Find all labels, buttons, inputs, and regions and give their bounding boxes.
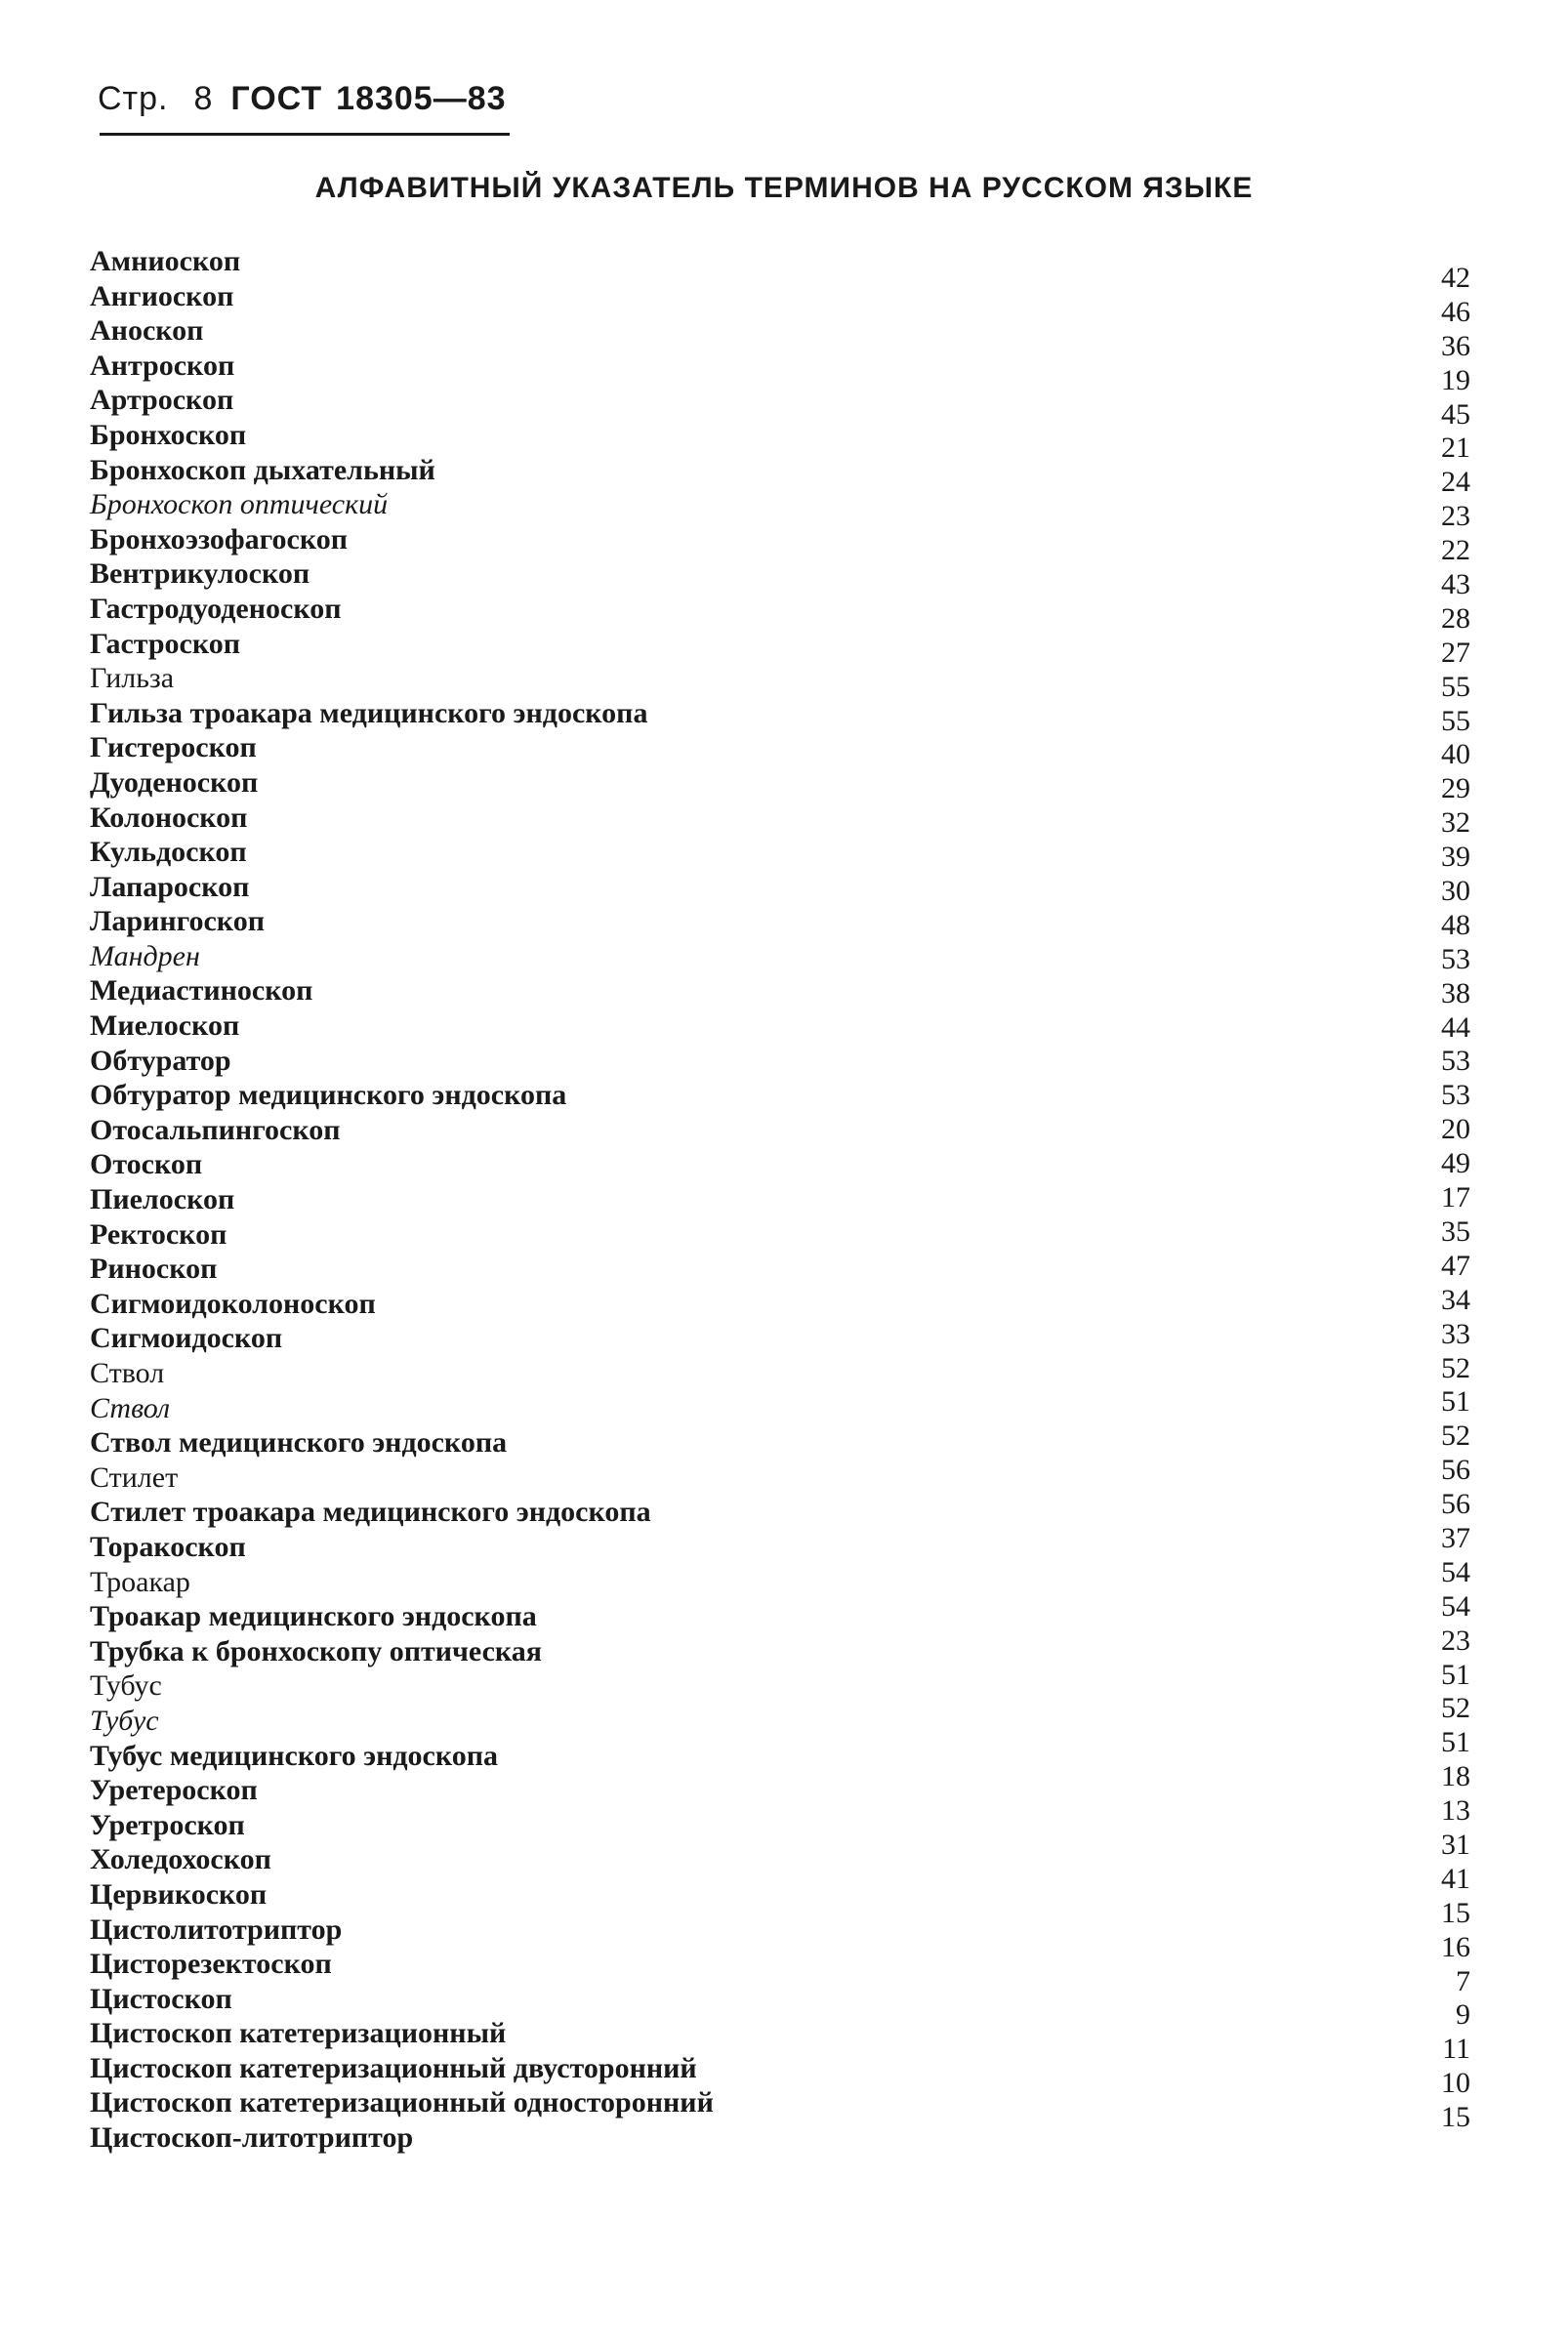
index-term: Вентрикулоскоп	[90, 557, 310, 591]
term-number: 13	[1441, 1794, 1470, 1828]
term-number: 20	[1441, 1113, 1470, 1146]
term-number: 16	[1441, 1930, 1470, 1963]
term-number: 46	[1441, 295, 1470, 328]
term-number: 45	[1441, 397, 1470, 431]
term-number: 52	[1441, 1692, 1470, 1725]
page-label: Стр.	[98, 80, 169, 117]
index-term: Гастродуоденоскоп	[90, 592, 342, 625]
term-number: 29	[1441, 772, 1470, 805]
index-term: Ларингоскоп	[90, 905, 265, 938]
index-term: Сигмоидоколоноскоп	[90, 1287, 376, 1320]
index-term: Колоноскоп	[90, 801, 248, 834]
term-number: 31	[1441, 1828, 1470, 1861]
term-number: 51	[1441, 1658, 1470, 1691]
index-term: Уретероскоп	[90, 1774, 258, 1807]
term-number: 33	[1441, 1317, 1470, 1350]
standard-number: 18305—83	[336, 80, 507, 117]
index-term: Торакоскоп	[90, 1530, 246, 1563]
index-term: Стилет троакара медицинского эндоскопа	[90, 1496, 651, 1529]
term-number: 30	[1441, 875, 1470, 908]
term-number: 23	[1441, 500, 1470, 533]
index-term: Тубус	[90, 1669, 162, 1703]
index-term: Цистолитотриптор	[90, 1913, 343, 1946]
page-number: 8	[193, 80, 214, 117]
index-term: Миелоскоп	[90, 1009, 240, 1043]
term-number: 22	[1441, 534, 1470, 567]
index-term: Ствол медицинского эндоскопа	[90, 1426, 508, 1460]
index-term: Ангиоскоп	[90, 279, 234, 312]
index-term: Цистоскоп	[90, 1982, 232, 2015]
index-term: Гистероскоп	[90, 731, 257, 764]
term-number: 15	[1441, 2101, 1470, 2134]
terms-column	[90, 244, 714, 2156]
term-number: 21	[1441, 432, 1470, 465]
index-term: Обтуратор	[90, 1044, 231, 1077]
index-term: Ствол	[90, 1391, 171, 1424]
index-term: Амниоскоп	[90, 245, 241, 277]
index-term: Бронхоэзофагоскоп	[90, 522, 348, 555]
term-number: 48	[1441, 908, 1470, 941]
term-number: 52	[1441, 1419, 1470, 1453]
header-rule	[100, 133, 510, 136]
index-term: Артроскоп	[90, 384, 234, 417]
standard-name: ГОСТ	[230, 80, 323, 117]
index-title: АЛФАВИТНЫЙ УКАЗАТЕЛЬ ТЕРМИНОВ НА РУССКОМ ЯЗЫКЕ	[314, 172, 1254, 204]
term-number: 49	[1441, 1147, 1470, 1180]
term-number: 51	[1441, 1726, 1470, 1759]
term-number: 54	[1441, 1589, 1470, 1623]
term-number: 55	[1441, 704, 1470, 737]
index-term: Уретроскоп	[90, 1808, 245, 1841]
index-term: Троакар медицинского эндоскопа	[90, 1600, 537, 1633]
term-number: 9	[1456, 1998, 1470, 2032]
term-number: 15	[1441, 1896, 1470, 1929]
page-header	[98, 80, 507, 118]
index-term: Отоскоп	[90, 1148, 203, 1181]
index-term: Аноскоп	[90, 314, 204, 348]
term-number: 51	[1441, 1385, 1470, 1419]
numbers-column	[1441, 262, 1470, 2135]
index-term: Тубус медицинского эндоскопа	[90, 1739, 499, 1772]
term-number: 36	[1441, 329, 1470, 362]
index-term: Мандрен	[90, 939, 200, 972]
index-term: Сигмоидоскоп	[90, 1322, 283, 1355]
term-number: 32	[1441, 806, 1470, 840]
term-number: 18	[1441, 1760, 1470, 1793]
term-number: 56	[1441, 1488, 1470, 1521]
index-term: Медиастиноскоп	[90, 974, 313, 1008]
index-term: Троакар	[90, 1565, 190, 1598]
index-term: Обтуратор медицинского эндоскопа	[90, 1079, 567, 1112]
index-term: Антроскоп	[90, 349, 235, 382]
term-number: 44	[1441, 1010, 1470, 1044]
term-number: 23	[1441, 1624, 1470, 1657]
index-term: Цервикоскоп	[90, 1877, 268, 1911]
index-term: Бронхоскоп дыхательный	[90, 453, 435, 486]
index-term: Бронхоскоп оптический	[90, 488, 389, 521]
term-number: 53	[1441, 1045, 1470, 1078]
index-term: Гильза троакара медицинского эндоскопа	[90, 696, 648, 729]
index-term: Пиелоскоп	[90, 1183, 235, 1216]
term-number: 43	[1441, 568, 1470, 601]
term-number: 35	[1441, 1214, 1470, 1248]
index-term: Дуоденоскоп	[90, 765, 259, 799]
index-term: Лапароскоп	[90, 870, 250, 903]
term-number: 37	[1441, 1521, 1470, 1554]
index-term: Цистоскоп-литотриптор	[90, 2121, 414, 2155]
index-term: Кульдоскоп	[90, 836, 247, 869]
term-number: 38	[1441, 976, 1470, 1009]
index-term: Цисторезектоскоп	[90, 1948, 332, 1981]
term-number: 56	[1441, 1454, 1470, 1487]
term-number: 52	[1441, 1351, 1470, 1384]
index-term: Холедохоскоп	[90, 1843, 271, 1876]
term-number: 39	[1441, 841, 1470, 874]
index-term: Стилет	[90, 1460, 179, 1494]
index-term: Трубка к бронхоскопу оптическая	[90, 1634, 542, 1667]
term-number: 53	[1441, 1079, 1470, 1112]
term-number: 54	[1441, 1555, 1470, 1588]
index-term: Гильза	[90, 662, 175, 695]
index-term: Отосальпингоскоп	[90, 1113, 341, 1146]
index-term: Ректоскоп	[90, 1217, 227, 1251]
term-number: 55	[1441, 670, 1470, 703]
term-number: 17	[1441, 1181, 1470, 1214]
term-number: 42	[1441, 262, 1470, 294]
index-term: Ствол	[90, 1357, 165, 1389]
index-term: Цистоскоп катетеризационный двусторонний	[90, 2051, 697, 2084]
index-term: Цистоскоп катетеризационный	[90, 2017, 507, 2050]
term-number: 53	[1441, 942, 1470, 975]
term-number: 10	[1441, 2067, 1470, 2100]
term-number: 28	[1441, 601, 1470, 635]
term-number: 34	[1441, 1283, 1470, 1316]
term-number: 41	[1441, 1862, 1470, 1895]
term-number: 7	[1456, 1964, 1470, 1997]
index-term: Цистоскоп катетеризационный односторонний	[90, 2086, 714, 2119]
index-term: Гастроскоп	[90, 627, 241, 660]
index-term: Бронхоскоп	[90, 418, 247, 451]
term-number: 19	[1441, 363, 1470, 396]
term-number: 40	[1441, 738, 1470, 771]
term-number: 11	[1442, 2033, 1470, 2066]
index-term: Риноскоп	[90, 1253, 218, 1286]
term-number: 27	[1441, 636, 1470, 669]
index-term: Тубус	[90, 1704, 159, 1737]
term-number: 47	[1441, 1249, 1470, 1282]
term-number: 24	[1441, 466, 1470, 499]
